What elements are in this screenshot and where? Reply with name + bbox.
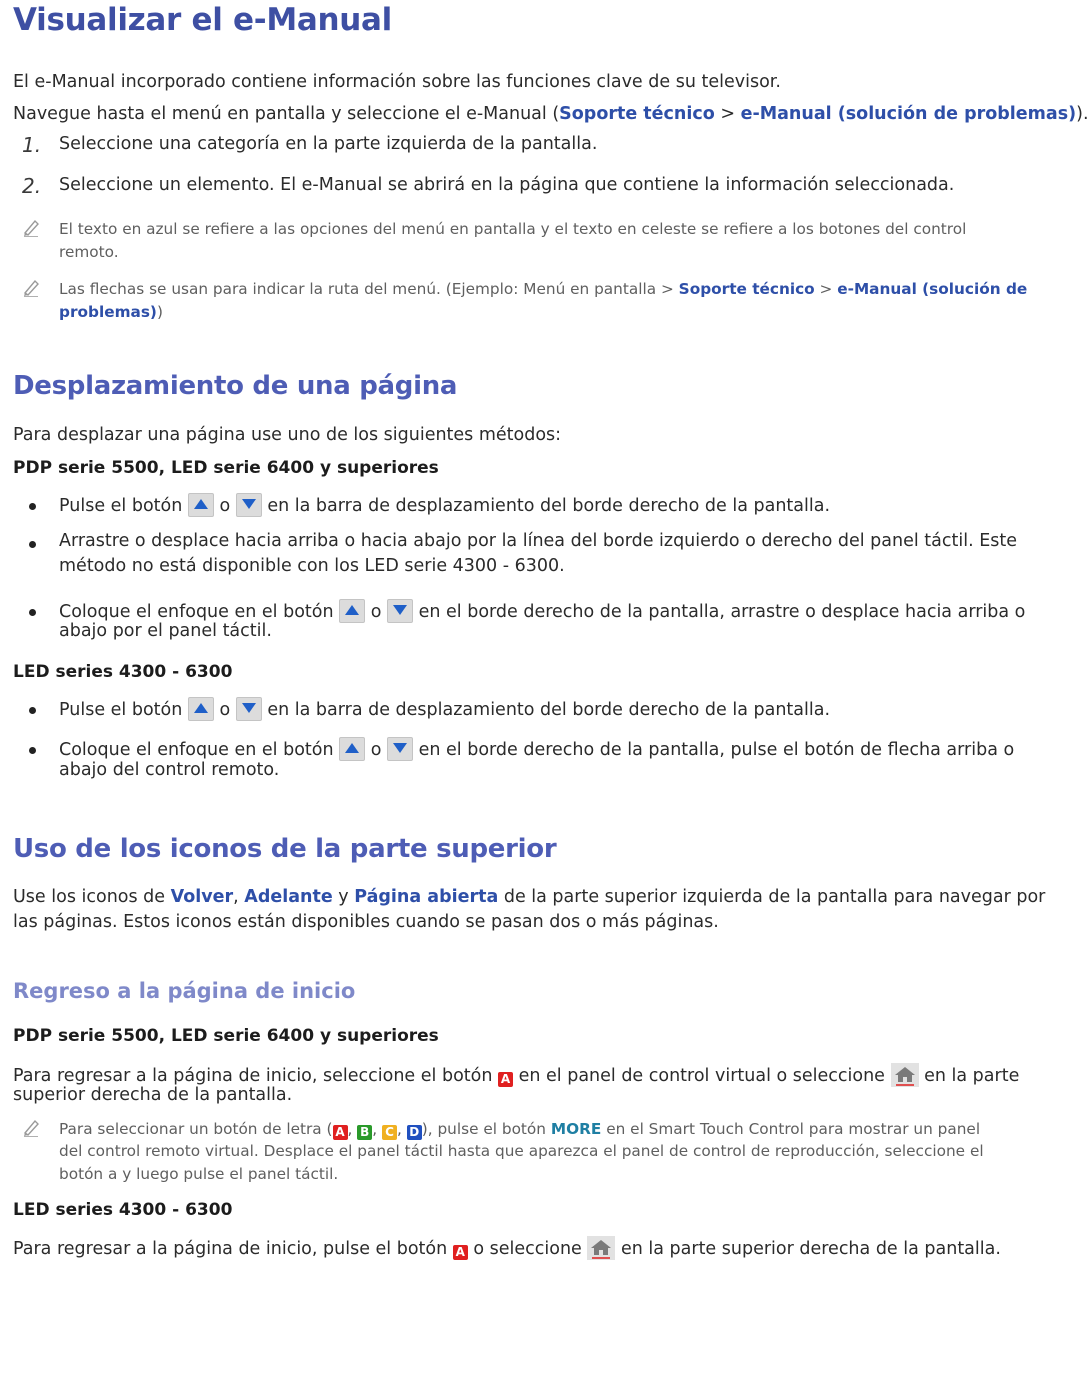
scroll-g1-bullet-2-line-1: Arrastre o desplace hacia arriba o hacia abajo por la línea del borde izquierdo o derecho del panel táctil. Este	[59, 531, 1018, 551]
bullet	[29, 503, 36, 510]
pencil-note-icon	[22, 277, 40, 297]
example-link-soporte[interactable]: Soporte técnico	[678, 280, 815, 298]
more-button-label[interactable]: MORE	[550, 1120, 602, 1138]
step-2-text: Seleccione un elemento. El e-Manual se abrirá en la página que contiene la información seleccionada.	[59, 175, 955, 195]
intro-line-1: El e-Manual incorporado contiene información sobre las funciones clave de su televisor.	[13, 72, 781, 92]
letter-a-button[interactable]: A	[498, 1072, 513, 1087]
letter-c-button[interactable]: C	[382, 1125, 397, 1140]
down-arrow-icon[interactable]	[236, 493, 262, 517]
letter-d-button[interactable]: D	[407, 1125, 422, 1140]
pencil-note-icon	[22, 217, 40, 237]
section-heading-icons: Uso de los iconos de la parte superior	[13, 834, 557, 864]
step-1-number: 1.	[22, 133, 42, 157]
down-arrow-icon[interactable]	[387, 737, 413, 761]
letter-a-button[interactable]: A	[453, 1245, 468, 1260]
icons-line-1: Use los iconos de Volver, Adelante y Página abierta de la parte superior izquierda de la pantalla para navegar por	[13, 887, 1046, 907]
home-note-line-2: del control remoto virtual. Desplace el panel táctil hasta que aparezca el panel de control de reproducción, seleccione el	[59, 1142, 984, 1160]
letter-a-button[interactable]: A	[333, 1125, 348, 1140]
scroll-intro: Para desplazar una página use uno de los siguientes métodos:	[13, 425, 562, 445]
scroll-g2-bullet-2: Coloque el enfoque en el botón o en el borde derecho de la pantalla, pulse el botón de flecha arriba o	[59, 737, 1014, 761]
note-1-line-1: El texto en azul se refiere a las opciones del menú en pantalla y el texto en celeste se refiere a los botones del control	[59, 220, 967, 238]
scroll-g1-bullet-3: Coloque el enfoque en el botón o en el borde derecho de la pantalla, arrastre o desplace hacia arriba o	[59, 599, 1025, 623]
link-volver[interactable]: Volver	[170, 887, 234, 907]
scroll-group-2-title: LED series 4300 - 6300	[13, 662, 233, 682]
bullet	[29, 747, 36, 754]
scroll-g2-bullet-2-line-2: abajo del control remoto.	[59, 760, 280, 780]
menu-path-link-emanual[interactable]: e-Manual (solución de problemas)	[740, 104, 1077, 124]
home-note-line-3: botón a y luego pulse el panel táctil.	[59, 1165, 339, 1183]
up-arrow-icon[interactable]	[188, 697, 214, 721]
scroll-g2-bullet-1: Pulse el botón o en la barra de desplazamiento del borde derecho de la pantalla.	[59, 697, 830, 721]
pencil-note-icon	[22, 1117, 40, 1137]
home-group-1-title: PDP serie 5500, LED serie 6400 y superiores	[13, 1026, 439, 1046]
home-g1-line-1: Para regresar a la página de inicio, seleccione el botón A en el panel de control virtual o seleccione en la parte	[13, 1063, 1019, 1087]
scroll-group-1-title: PDP serie 5500, LED serie 6400 y superiores	[13, 458, 439, 478]
home-g1-line-2: superior derecha de la pantalla.	[13, 1085, 293, 1105]
section-heading-scroll: Desplazamiento de una página	[13, 371, 458, 401]
down-arrow-icon[interactable]	[236, 697, 262, 721]
section-heading-home: Regreso a la página de inicio	[13, 979, 356, 1003]
icons-line-2: las páginas. Estos iconos están disponibles cuando se pasan dos o más páginas.	[13, 912, 719, 932]
link-pagina-abierta[interactable]: Página abierta	[354, 887, 499, 907]
home-icon[interactable]	[587, 1236, 615, 1260]
up-arrow-icon[interactable]	[339, 599, 365, 623]
scroll-g1-bullet-3-line-2: abajo por el panel táctil.	[59, 621, 272, 641]
home-g2-line: Para regresar a la página de inicio, pulse el botón A o seleccione en la parte superior derecha de la pantalla.	[13, 1236, 1001, 1260]
home-group-2-title: LED series 4300 - 6300	[13, 1200, 233, 1220]
page-title: Visualizar el e-Manual	[13, 2, 392, 38]
scroll-g1-bullet-2-line-2: método no está disponible con los LED serie 4300 - 6300.	[59, 556, 565, 576]
bullet	[29, 707, 36, 714]
example-link-emanual-cont[interactable]: problemas)	[59, 303, 157, 321]
scroll-g1-bullet-1: Pulse el botón o en la barra de desplazamiento del borde derecho de la pantalla.	[59, 493, 830, 517]
example-link-emanual[interactable]: e-Manual (solución de	[837, 280, 1028, 298]
intro-line-2: Navegue hasta el menú en pantalla y seleccione el e-Manual (Soporte técnico > e-Manual (solución de problemas)).	[13, 104, 1089, 124]
home-note-line-1: Para seleccionar un botón de letra ( A , B , C , D ), pulse el botón MORE en el Smart Touch Control para mostrar un panel	[59, 1120, 981, 1139]
note-2-line-2: problemas))	[59, 303, 163, 321]
note-2-line-1: Las flechas se usan para indicar la ruta del menú. (Ejemplo: Menú en pantalla > Soporte técnico > e-Manual (solución de	[59, 280, 1028, 298]
up-arrow-icon[interactable]	[339, 737, 365, 761]
letter-b-button[interactable]: B	[357, 1125, 372, 1140]
home-icon[interactable]	[891, 1063, 919, 1087]
step-1-text: Seleccione una categoría en la parte izquierda de la pantalla.	[59, 134, 598, 154]
note-1-line-2: remoto.	[59, 243, 119, 261]
bullet	[29, 609, 36, 616]
link-adelante[interactable]: Adelante	[244, 887, 333, 907]
step-2-number: 2.	[22, 174, 42, 198]
menu-path-link-soporte[interactable]: Soporte técnico	[559, 104, 715, 124]
up-arrow-icon[interactable]	[188, 493, 214, 517]
down-arrow-icon[interactable]	[387, 599, 413, 623]
bullet	[29, 541, 36, 548]
